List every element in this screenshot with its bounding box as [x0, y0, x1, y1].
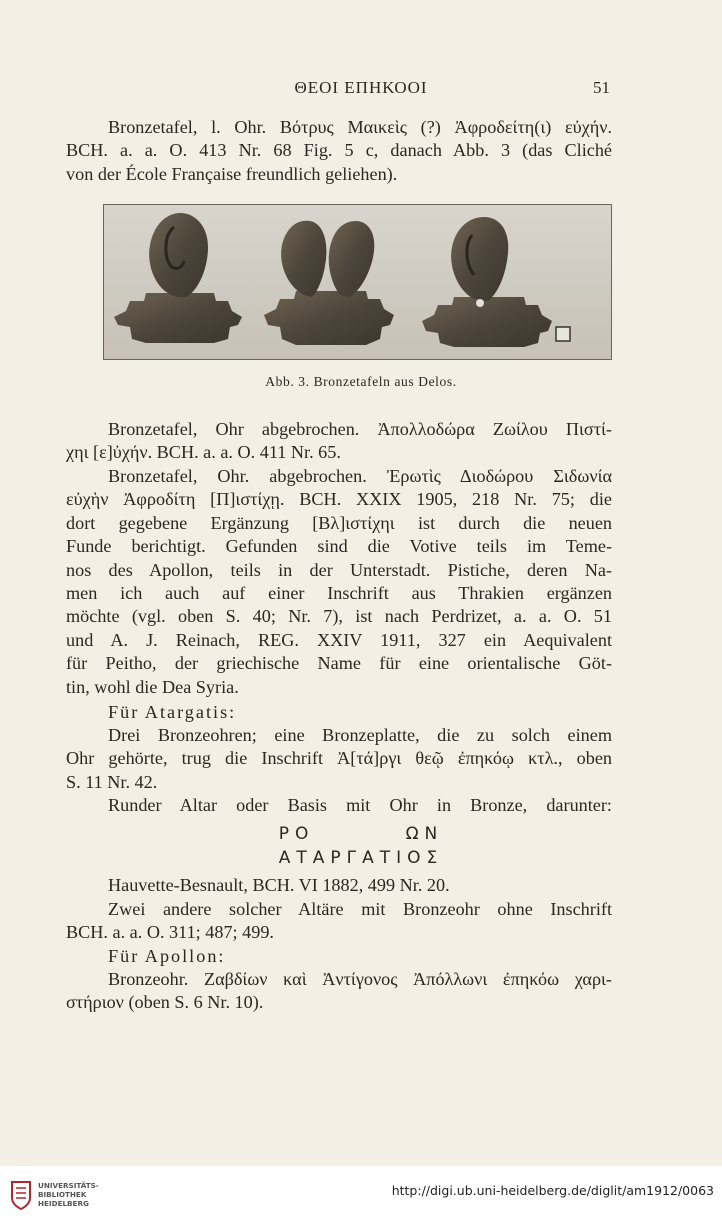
text-line: und A. J. Reinach, REG. XXIV 1911, 327 ein Aequivalent	[66, 629, 612, 650]
section-heading: Für Atargatis:	[108, 702, 237, 722]
text-line: Drei Bronzeohren; eine Bronzeplatte, die zu solch einem	[108, 725, 612, 745]
text-line: S. 11 Nr. 42.	[66, 771, 158, 792]
text-line: Bronzetafel, Ohr abgebrochen. Ἀπολλοδώρα Ζωίλου Πιστί-	[108, 419, 612, 439]
inscription-line-2: ΑΤΑΡΓΑΤΙΟΣ	[278, 848, 444, 868]
bronze-plaques-photograph	[103, 204, 612, 360]
paragraph-5	[66, 794, 612, 817]
text-line: von der École Française freundlich geliehen).	[66, 163, 398, 184]
section-heading: Für Apollon:	[108, 946, 226, 966]
paragraph-2	[66, 418, 612, 465]
section-heading-apollon	[66, 945, 612, 968]
institution-line: BIBLIOTHEK	[38, 1190, 87, 1199]
text-line: tin, wohl die Dea Syria.	[66, 676, 239, 697]
text-line: Runder Altar oder Basis mit Ohr in Bronze, darunter:	[108, 795, 612, 815]
source-url-link[interactable]: http://digi.ub.uni-heidelberg.de/diglit/am1912/0063	[391, 1183, 714, 1198]
paragraph-6	[66, 874, 612, 897]
text-line: möchte (vgl. oben S. 40; Nr. 7), ist nach Perdrizet, a. a. O. 51	[66, 606, 612, 627]
text-line: Funde berichtigt. Gefunden sind die Votive teils im Teme-	[66, 536, 612, 557]
text-line: Bronzetafel, l. Ohr. Βότρυς Μαικεὶς (?) Ἀφροδείτη(ι) εὐχήν.	[108, 117, 612, 137]
plaque-illustration	[104, 205, 611, 359]
running-head-title: ΘΕΟΙ ΕΠΗΚΟΟΙ	[294, 78, 428, 97]
section-heading-atargatis	[66, 701, 612, 724]
text-line: Bronzeohr. Ζαβδίων καὶ Ἀντίγονος Ἀπόλλωνι ἐπηκόω χαρι-	[108, 969, 612, 989]
text-line: Zwei andere solcher Altäre mit Bronzeohr ohne Inschrift	[108, 899, 612, 919]
plaque-1	[114, 213, 242, 343]
page-number: 51	[593, 78, 610, 97]
text-line: dort gegebene Ergänzung [Βλ]ιστίχηι ist durch die neuen	[66, 512, 612, 533]
figure-caption: Abb. 3. Bronzetafeln aus Delos.	[265, 374, 457, 389]
paragraph-3	[66, 465, 612, 699]
text-line: χηι [ε]ὐχήν. BCH. a. a. O. 411 Nr. 65.	[66, 442, 341, 463]
text-line: BCH. a. a. O. 413 Nr. 68 Fig. 5 c, danach Abb. 3 (das Cliché	[66, 140, 612, 161]
text-line: Hauvette-Besnault, BCH. VI 1882, 499 Nr. 20.	[108, 875, 450, 895]
plaque-2	[264, 221, 394, 345]
paragraph-7	[66, 898, 612, 945]
institution-line: HEIDELBERG	[38, 1199, 89, 1208]
plaque-3	[422, 217, 552, 347]
text-line: men ich auch auf einer Inschrift aus Thrakien ergänzen	[66, 582, 612, 603]
library-logo-icon	[8, 1178, 34, 1212]
library-footer	[0, 1166, 722, 1224]
paragraph-1	[66, 116, 612, 186]
paragraph-4	[66, 724, 612, 794]
inscription-line-1: ΡΟ ΩΝ	[278, 824, 444, 844]
paragraph-8	[66, 968, 612, 1015]
text-line: Bronzetafel, Ohr. abgebrochen. Ἐρωτὶς Διοδώρου Σιδωνία	[108, 466, 612, 486]
institution-name	[38, 1181, 99, 1208]
text-line: BCH. a. a. O. 311; 487; 499.	[66, 922, 274, 943]
institution-line: UNIVERSITÄTS-	[38, 1181, 99, 1190]
text-line: Ohr gehörte, trug die Inschrift Ἀ[τά]ργι θεῷ ἐπηκόῳ κτλ., oben	[66, 748, 612, 769]
text-line: für Peitho, der griechische Name für eine orientalische Göt-	[66, 653, 612, 674]
text-line: εὐχὴν Ἀφροδίτη [Π]ιστίχῃ. BCH. XXIX 1905, 218 Nr. 75; die	[66, 489, 612, 510]
text-line: nos des Apollon, teils in der Unterstadt. Pistiche, deren Na-	[66, 559, 612, 580]
scale-marker	[556, 327, 570, 341]
text-line: στήριον (oben S. 6 Nr. 10).	[66, 992, 264, 1013]
